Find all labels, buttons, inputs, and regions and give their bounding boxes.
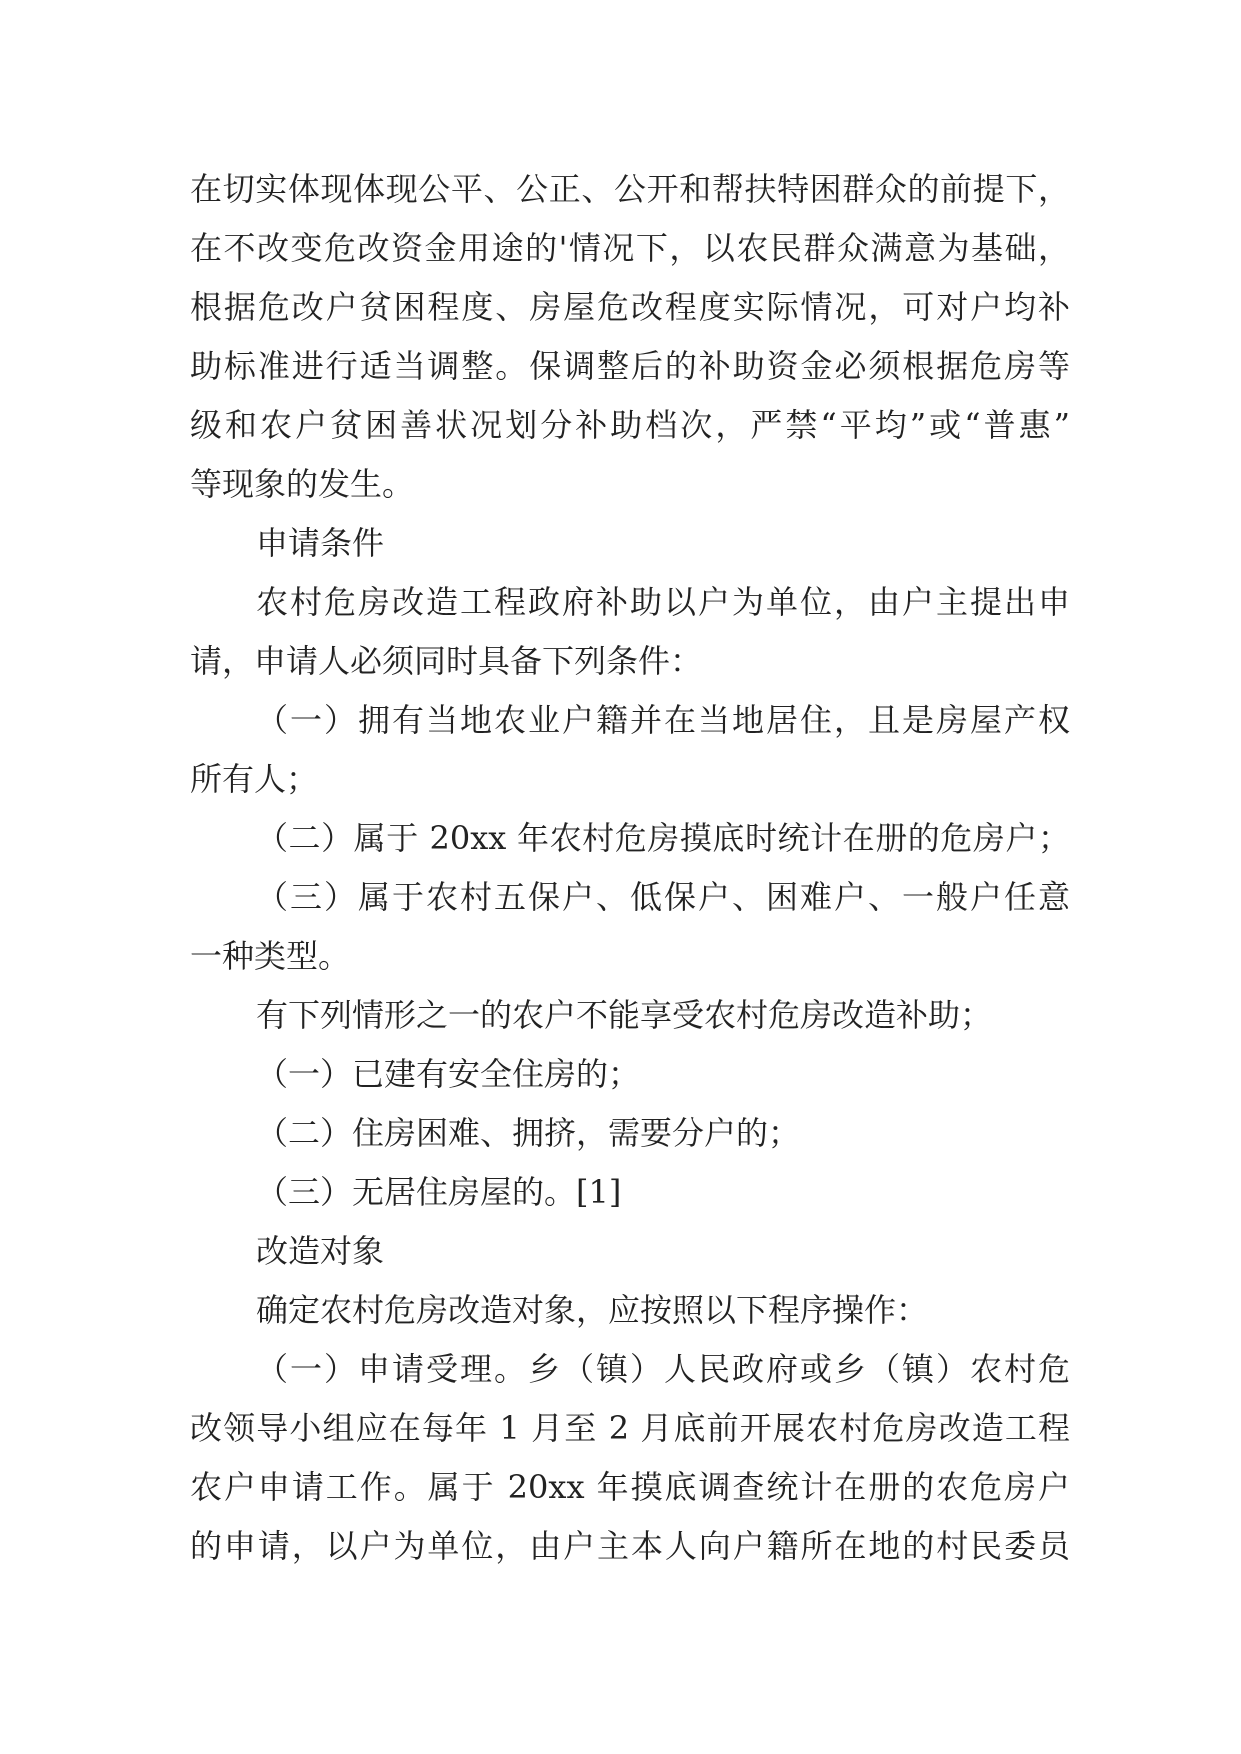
section-heading-renovation-targets: 改造对象 [256,1232,385,1270]
list-item: （三）无居住房屋的。[1] [256,1173,622,1211]
text-line: 有下列情形之一的农户不能享受农村危房改造补助； [256,996,993,1034]
list-item: （一）申请受理。乡（镇）人民政府或乡（镇）农村危 [256,1350,1070,1388]
text-line: 农村危房改造工程政府补助以户为单位，由户主提出申 [256,583,1070,621]
list-item: （一）拥有当地农业户籍并在当地居住，且是房屋产权 [256,701,1070,739]
text-line: 的申请，以户为单位，由户主本人向户籍所在地的村民委员 [190,1527,1070,1565]
text-line: 助标准进行适当调整。保调整后的补助资金必须根据危房等 [190,347,1070,385]
document-body [190,160,1070,1576]
text-line: 确定农村危房改造对象，应按照以下程序操作： [256,1291,929,1329]
list-item: （二）住房困难、拥挤，需要分户的； [256,1114,801,1152]
text-line: 等现象的发生。 [190,465,415,503]
text-line: 农户申请工作。属于 20xx 年摸底调查统计在册的农危房户 [190,1468,1070,1506]
section-heading-application-conditions: 申请条件 [256,524,385,562]
list-item: （三）属于农村五保户、低保户、困难户、一般户任意 [256,878,1070,916]
text-line: 一种类型。 [190,937,351,975]
list-item: （一）已建有安全住房的； [256,1055,641,1093]
text-line: 请，申请人必须同时具备下列条件： [190,642,703,680]
text-line: 所有人； [190,760,319,798]
text-line: 在不改变危改资金用途的'情况下，以农民群众满意为基础， [190,229,1070,267]
text-line: 改领导小组应在每年 1 月至 2 月底前开展农村危房改造工程 [190,1409,1070,1447]
text-line: 级和农户贫困善状况划分补助档次，严禁“平均”或“普惠” [190,406,1070,444]
text-line: 在切实体现体现公平、公正、公开和帮扶特困群众的前提下， [190,170,1070,208]
list-item: （二）属于 20xx 年农村危房摸底时统计在册的危房户； [256,819,1070,857]
text-line: 根据危改户贫困程度、房屋危改程度实际情况，可对户均补 [190,288,1070,326]
